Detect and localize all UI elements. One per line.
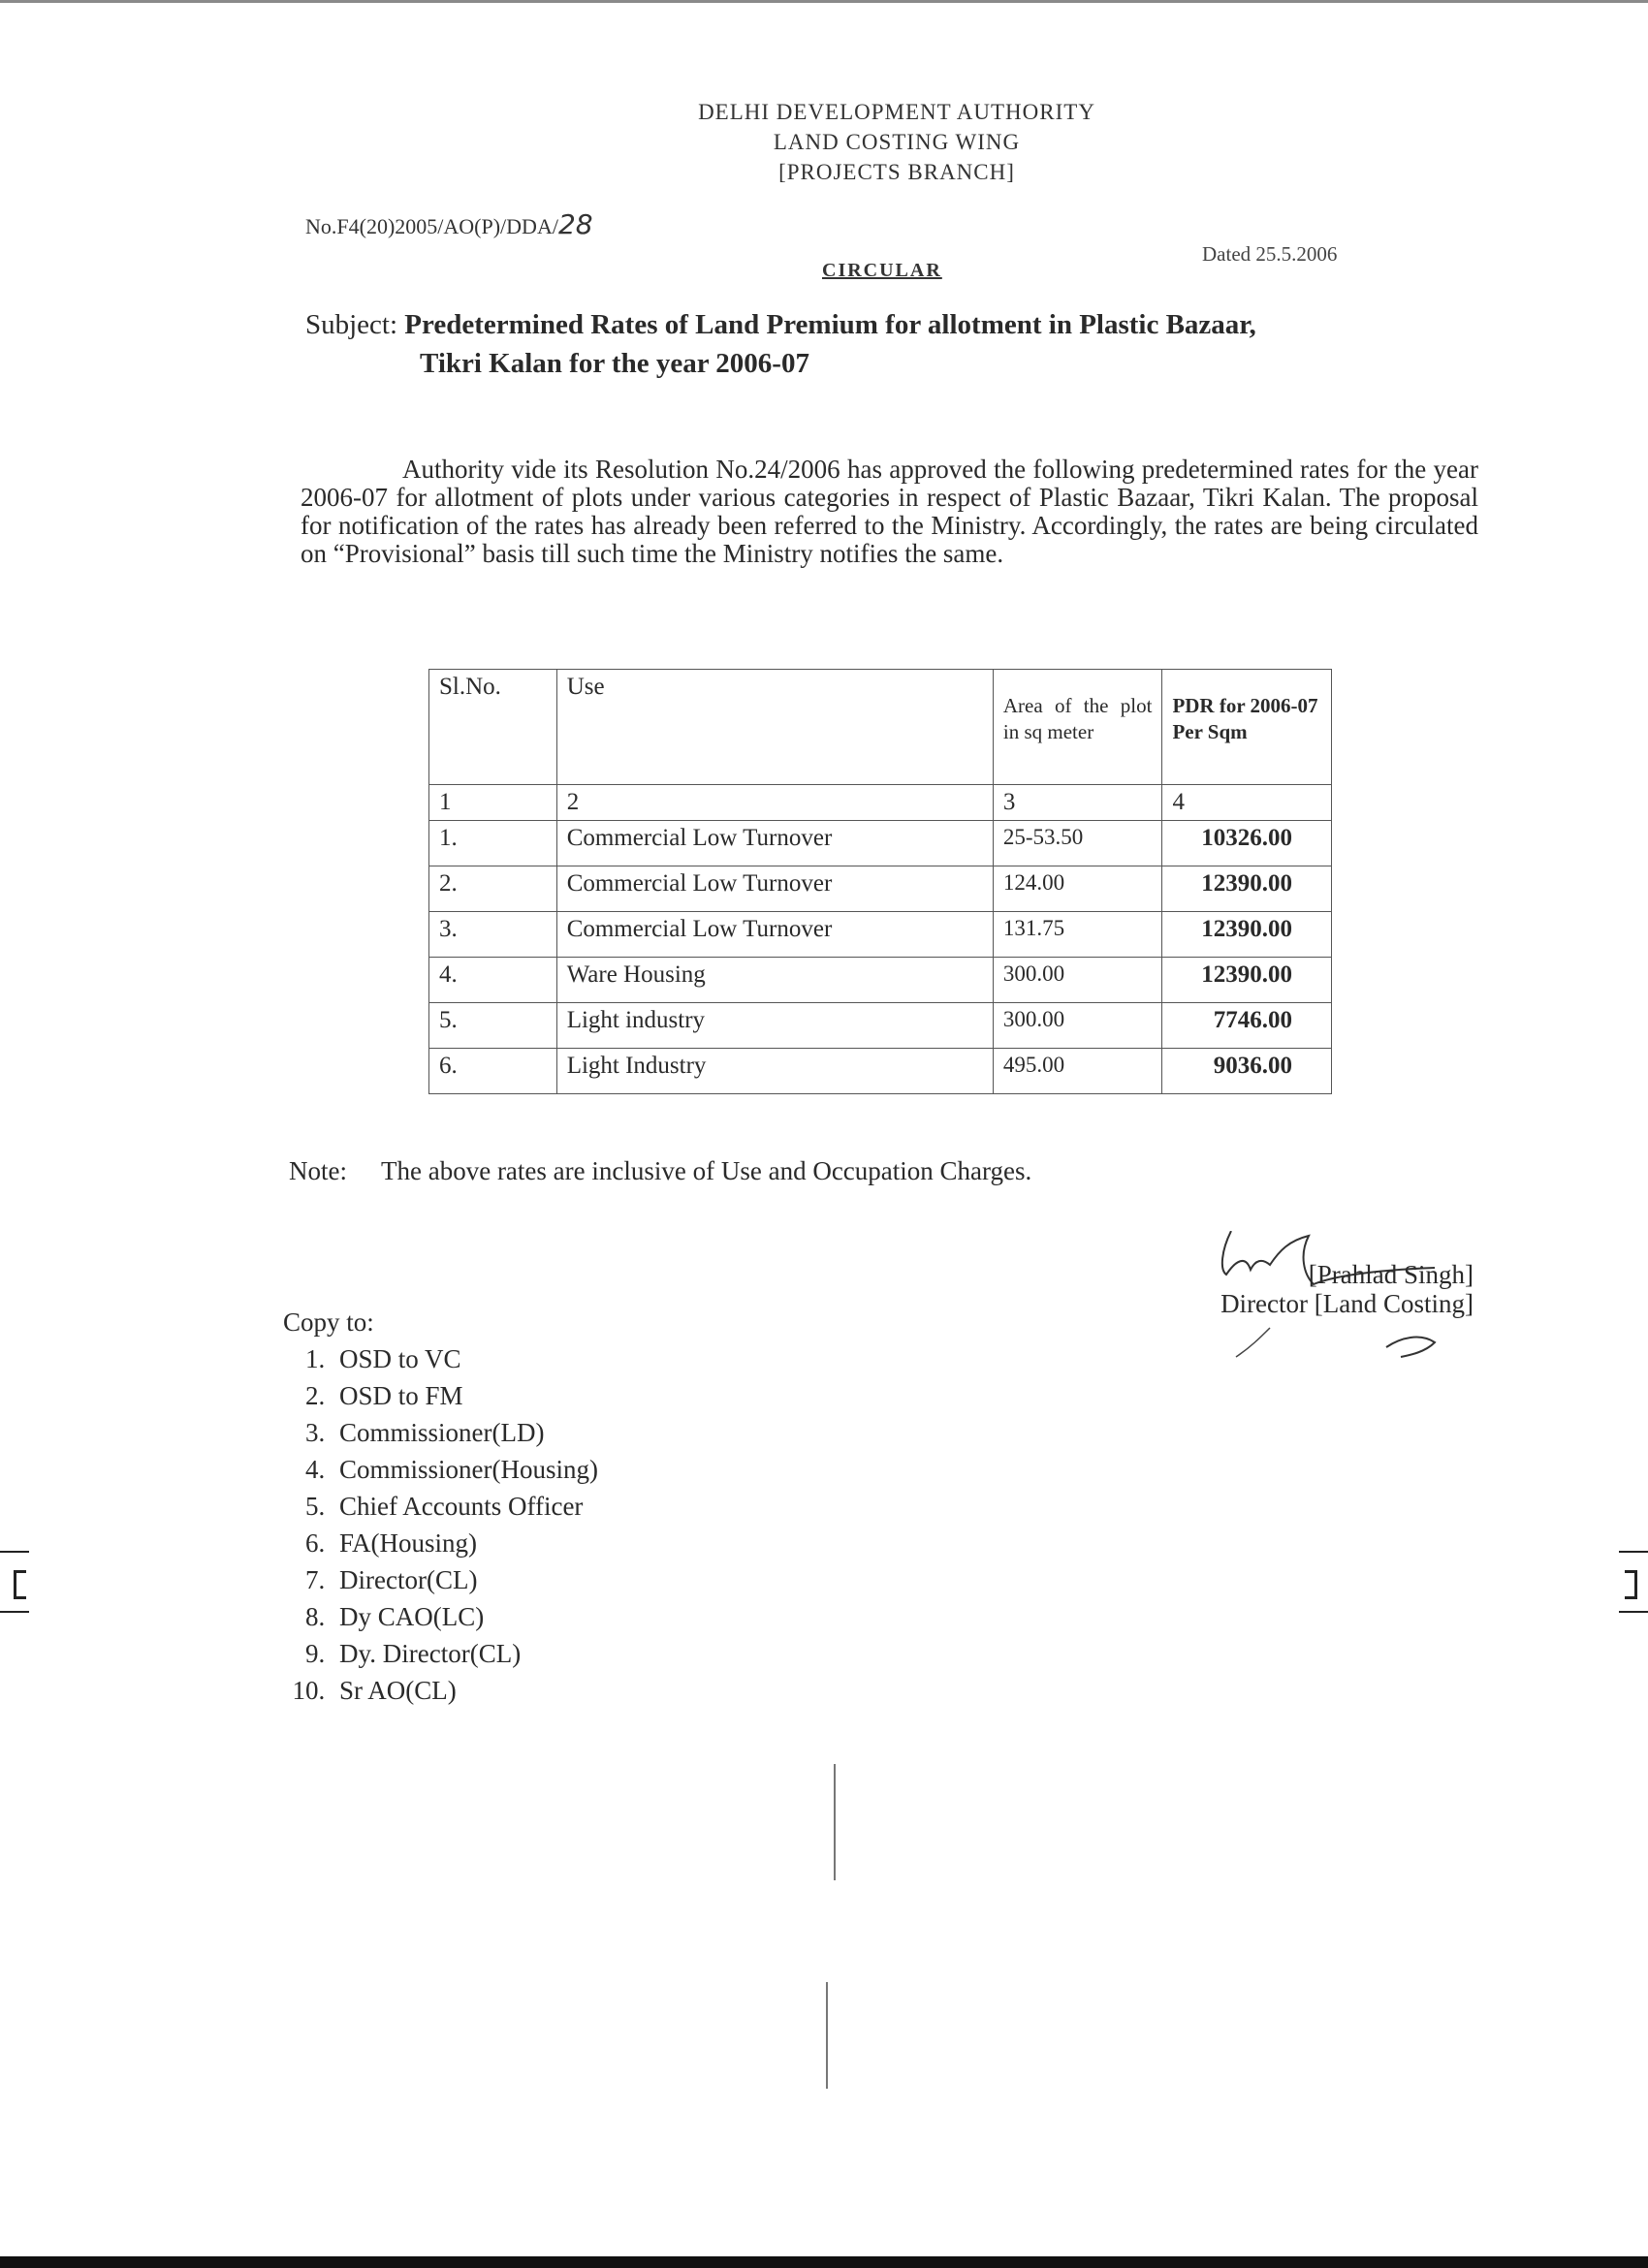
row-use: Light industry (556, 1003, 993, 1049)
col-number-1: 1 (429, 785, 557, 821)
note-line (289, 1156, 1031, 1186)
table-header-row (429, 670, 1332, 785)
row-sl: 4. (429, 958, 557, 1003)
scan-bottom-edge (0, 2256, 1648, 2268)
row-area: 495.00 (993, 1049, 1162, 1094)
row-sl: 6. (429, 1049, 557, 1094)
col-number-4: 4 (1162, 785, 1332, 821)
copy-to-label: Copy to: (283, 1307, 374, 1337)
reference-number (305, 208, 593, 240)
row-area: 300.00 (993, 958, 1162, 1003)
table-row (429, 1003, 1332, 1049)
table-row (429, 866, 1332, 912)
list-item: 9. Dy. Director(CL) (332, 1635, 598, 1672)
list-item: 2. OSD to FM (332, 1377, 598, 1414)
row-area: 25-53.50 (993, 821, 1162, 866)
table-row (429, 912, 1332, 958)
col-number-3: 3 (993, 785, 1162, 821)
letterhead (582, 97, 1212, 187)
row-sl: 5. (429, 1003, 557, 1049)
signatory-designation: Director [Land Costing] (1220, 1289, 1474, 1318)
punch-hole-mark-left (0, 1551, 29, 1613)
reference-number-text: No.F4(20)2005/AO(P)/DDA/ (305, 214, 558, 238)
reference-handwritten: 28 (557, 208, 593, 240)
row-sl: 2. (429, 866, 557, 912)
row-pdr: 10326.00 (1162, 821, 1332, 866)
scan-artifact-line (826, 1982, 828, 2089)
list-item: 7. Director(CL) (332, 1561, 598, 1598)
branch-name: [PROJECTS BRANCH] (778, 160, 1015, 184)
row-pdr: 12390.00 (1162, 958, 1332, 1003)
rates-table (428, 669, 1332, 1094)
row-area: 124.00 (993, 866, 1162, 912)
table-row (429, 1049, 1332, 1094)
header-area: Area of the plot in sq meter (993, 670, 1162, 785)
body-paragraph: Authority vide its Resolution No.24/2006 has approved the following predetermined rates for the year 2006-07 for allotment of plots under various categories in respect of Plastic Bazaar, Tikri Kalan. The proposal for notification of the rates has already been referred to the Ministry. Accordingly, the rates are being circulated on “Provisional” basis till such time the Ministry notifies the same. (301, 455, 1478, 568)
subject-text-line2: Tikri Kalan for the year 2006-07 (420, 348, 809, 379)
row-pdr: 7746.00 (1162, 1003, 1332, 1049)
subject-block (305, 305, 1430, 383)
signatory-block (1144, 1260, 1474, 1318)
table-row (429, 821, 1332, 866)
column-number-row (429, 785, 1332, 821)
copy-to-block (283, 1304, 598, 1709)
row-pdr: 12390.00 (1162, 912, 1332, 958)
scan-artifact-line (834, 1764, 836, 1880)
scan-top-edge (0, 0, 1648, 3)
subject-label: Subject: (305, 309, 398, 340)
row-use: Commercial Low Turnover (556, 821, 993, 866)
header-sl-no: Sl.No. (429, 670, 557, 785)
circular-title: CIRCULAR (822, 260, 942, 281)
date-line: Dated 25.5.2006 (1202, 242, 1338, 266)
row-pdr: 9036.00 (1162, 1049, 1332, 1094)
col-number-2: 2 (556, 785, 993, 821)
note-text: The above rates are inclusive of Use and Occupation Charges. (381, 1156, 1032, 1185)
list-item: 10. Sr AO(CL) (332, 1672, 598, 1709)
row-area: 131.75 (993, 912, 1162, 958)
header-pdr: PDR for 2006-07 Per Sqm (1162, 670, 1332, 785)
note-label: Note: (289, 1156, 347, 1185)
list-item: 1. OSD to VC (332, 1340, 598, 1377)
subject-text-line1: Predetermined Rates of Land Premium for allotment in Plastic Bazaar, (404, 309, 1256, 340)
punch-hole-mark-right (1619, 1551, 1648, 1613)
row-pdr: 12390.00 (1162, 866, 1332, 912)
list-item: 8. Dy CAO(LC) (332, 1598, 598, 1635)
row-use: Light Industry (556, 1049, 993, 1094)
list-item: 4. Commissioner(Housing) (332, 1451, 598, 1488)
table-row (429, 958, 1332, 1003)
list-item: 6. FA(Housing) (332, 1525, 598, 1561)
signatory-name: [Prahlad Singh] (1308, 1260, 1474, 1289)
row-use: Ware Housing (556, 958, 993, 1003)
row-use: Commercial Low Turnover (556, 912, 993, 958)
wing-name: LAND COSTING WING (773, 130, 1021, 154)
org-name: DELHI DEVELOPMENT AUTHORITY (698, 100, 1095, 124)
row-sl: 3. (429, 912, 557, 958)
row-use: Commercial Low Turnover (556, 866, 993, 912)
row-sl: 1. (429, 821, 557, 866)
row-area: 300.00 (993, 1003, 1162, 1049)
header-use: Use (556, 670, 993, 785)
copy-to-list (283, 1340, 598, 1709)
list-item: 5. Chief Accounts Officer (332, 1488, 598, 1525)
list-item: 3. Commissioner(LD) (332, 1414, 598, 1451)
